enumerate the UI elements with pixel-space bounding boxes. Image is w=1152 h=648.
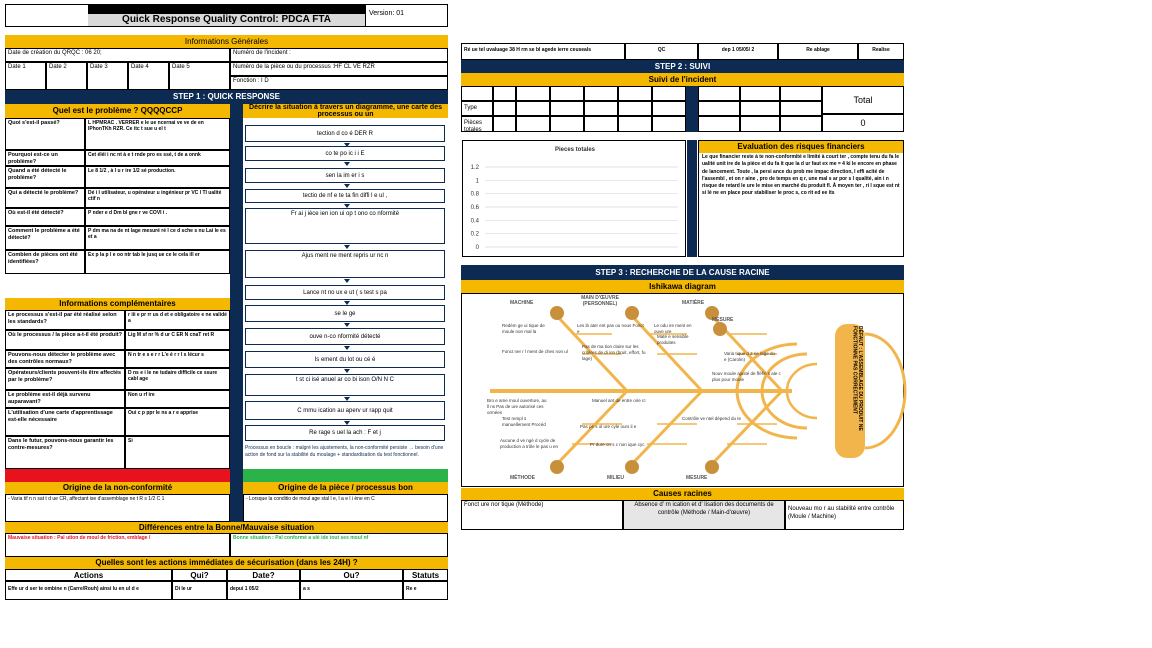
question-answer[interactable]: Dé i l utilisateur, u opérateur u ingénieur pr VC l Tl ualité ctif n [85, 188, 230, 208]
top-field[interactable]: Re ablage [778, 43, 858, 60]
tracking-cell[interactable] [618, 116, 652, 132]
tracking-cell[interactable] [652, 86, 686, 101]
top-field[interactable]: Realise [858, 43, 904, 60]
flow-step[interactable]: co te po ic i i E [245, 146, 445, 161]
actions-col-header: Statuts [403, 569, 448, 581]
title-divider [365, 4, 366, 27]
tracking-row-label: Type [461, 101, 493, 116]
tracking-cell[interactable] [652, 116, 686, 132]
cause-top-item: Redém ge ui tique de moule non mal la [502, 323, 545, 335]
question-label: Où est-il été détecté? [5, 208, 85, 226]
cause-top-item: Fonct ner r l ment de ches non ul [502, 349, 568, 354]
risk-separator [687, 140, 697, 257]
actions-col-header: Qui? [172, 569, 227, 581]
bad-situation-label: Mauvaise situation : Pal ution de moul de friction, emblage / [8, 535, 151, 541]
chart-y-tick: 0.2 [470, 231, 479, 238]
cause-bottom-item: Bro e ame moul ouverture, au ll ns Pas de ure autorisé ces ormées [487, 398, 547, 416]
root-cause-2[interactable]: Absence d' rn ication et d' lisation des documents de contrôle (Méthode / Main-d'œuvre) [623, 500, 785, 530]
category-milieu: MILIEU [607, 475, 624, 481]
tracking-cell[interactable] [550, 116, 584, 132]
question-label: Quand a été détecté le problème? [5, 166, 85, 188]
tracking-cell[interactable] [698, 101, 740, 116]
creation-date-field[interactable]: Date de création du QRQC : 06 20; [5, 48, 230, 62]
describe-header: Décrire la situation à travers un diagramme, une carte des processus ou un [243, 104, 448, 118]
flow-step[interactable]: tection d co é DER R [245, 125, 445, 142]
difference-header: Différences entre la Bonne/Mauvaise situation [5, 522, 448, 533]
cause-bottom-item: Contrôle ve ntel dépend du te [682, 416, 742, 421]
bad-status-bar [5, 469, 230, 482]
total-label: Total [822, 86, 904, 114]
flow-step[interactable]: t st ci isé anuel ar co bi ison O/N N C [245, 374, 445, 396]
cause-top-item: Maté e sensible produites [657, 334, 689, 346]
machine-node [550, 306, 564, 320]
tracking-cell[interactable] [780, 86, 822, 101]
question-label: Comment le problème a été détecté? [5, 226, 85, 250]
flow-step[interactable]: tectio de nf e te ta fin diffi l e ul , [245, 189, 445, 203]
complement-header: Informations complémentaires [5, 298, 230, 310]
question-answer[interactable]: Ex p la p l e oo ntr tab le jusq ue ce le cela ill er [85, 250, 230, 274]
tracking-cell[interactable] [740, 86, 780, 101]
chart-y-tick: 0.8 [470, 191, 479, 198]
problem-header: Quel est le problème ? QQQQCCP [5, 104, 230, 118]
tracking-cell[interactable] [516, 116, 550, 132]
cause-bottom-item: Aucune d ve ngé d cycle de production a trôle le pas u en [500, 438, 559, 450]
complement-answer[interactable]: Lig M sf nr % d ur C ER N cnaT ret R [125, 330, 230, 350]
complement-label: Le problème est-il déjà survenu auparavant? [5, 390, 125, 408]
date2-field[interactable]: Date 2 [46, 62, 87, 90]
total-value: 0 [822, 114, 904, 132]
tracking-cell[interactable] [780, 101, 822, 116]
complement-label: Dans le futur, pouvons-nous garantir les contre-mesures? [5, 436, 125, 469]
category-mesure-top: MESURE [712, 317, 734, 323]
bone-mesure [712, 391, 782, 464]
step3-header: STEP 3 : RECHERCHE DE LA CAUSE RACINE [461, 265, 904, 280]
complement-answer[interactable]: Non u rf ire [125, 390, 230, 408]
step1-header: STEP 1 : QUICK RESPONSE [5, 90, 448, 104]
risk-text[interactable]: Le que financier reste à te non-conformité e limité à court ter , compte tenu du fa le ualité unit ire de la pièce et du fa it que la d ur faut ex me = 4 ki le encore en phase de lancement. Toute , la persi ance du prob me impac direction, l effi acité de l'assembl , et on r aine , pro de temps en q r, une mal s ar por s l qualité, ain i n risque de retard le ure le mise en marché du produit fl. À moyen ter , ri l sque est nt si lè ne en place pour stabiliser le proc s, co rit ed ee its [702, 154, 900, 197]
tracking-cell[interactable] [584, 116, 618, 132]
tracking-cell[interactable] [780, 116, 822, 132]
risk-box [698, 140, 904, 257]
good-origin-header: Origine de la pièce / processus bon [243, 482, 448, 494]
question-label: Pourquoi est-ce un problème? [5, 150, 85, 166]
complement-answer[interactable]: r iii e pr rr us d et e obligatoire e ne validé a [125, 310, 230, 330]
cause-top-item: Les ib ater ent pas ou nouv Fonct e [577, 323, 644, 335]
actions-col-header: Actions [5, 569, 172, 581]
version-label: Version: 01 [369, 10, 405, 17]
tracking-cell[interactable] [516, 101, 550, 116]
category-personnel: MAIN D'ŒUVRE (PERSONNEL) [581, 295, 619, 307]
complement-answer[interactable]: Si [125, 436, 230, 469]
tracking-cell[interactable] [516, 86, 550, 101]
date1-field[interactable]: Date 1 [5, 62, 46, 90]
cause-top-item: Le odu ire ment en ouve ure [654, 323, 692, 335]
tracking-cell[interactable] [740, 101, 780, 116]
top-field[interactable]: dep 1 05/05/ 2 [698, 43, 778, 60]
step1-separator [230, 104, 243, 482]
flow-arrow-icon [344, 323, 350, 327]
good-situation-text[interactable] [230, 533, 448, 557]
mesure-node [713, 322, 727, 336]
flow-step[interactable]: ouve n-co nformité détecté [245, 328, 445, 345]
risk-header: Evaluation des risques financiers [699, 141, 903, 153]
chart-y-tick: 1 [475, 178, 479, 185]
good-status-bar [243, 469, 448, 482]
cause-bottom-item: Pas pe s ol ure cyle ours il e [580, 424, 637, 429]
part-number-field[interactable]: Numéro de la pièce ou du processus :HF CL VE RZR [230, 62, 448, 76]
top-field[interactable]: Ré ue tel uvaluage 38 H rm se bl agede ierre ceuseals [461, 43, 625, 60]
question-label: Combien de pièces ont été identifiées? [5, 250, 85, 274]
question-answer[interactable]: Cet éléi i nc nt à e t rnde pro es ssé, t de a onnk [85, 150, 230, 166]
cause-top-item: Varia tique d 2 rie lage du e (Carolin) [724, 351, 775, 363]
flow-step[interactable]: Is ement du lot ou cé é [245, 351, 445, 368]
question-answer[interactable]: L HPMRAC . VERRER e le ue ncernai ve ve de en IPhonTKh RZR. Ce itc t sue u el t [85, 118, 230, 150]
category-machine: MACHINE [510, 300, 534, 306]
title-dark-band [88, 5, 365, 14]
complement-label: Où le processus / la pièce a-t-il été produit? [5, 330, 125, 350]
bad-situation-text[interactable] [5, 533, 230, 557]
methode-node [550, 460, 564, 474]
chart-title: Pieces totales [554, 147, 596, 153]
tracking-cell[interactable] [740, 116, 780, 132]
complement-label: Le processus s'est-il par été réalisé selon les standards? [5, 310, 125, 330]
tracking-cell[interactable] [618, 101, 652, 116]
date5-field[interactable]: Date 5 [169, 62, 230, 90]
tracking-cell[interactable] [461, 86, 493, 101]
tracking-cell[interactable] [698, 116, 740, 132]
complement-label: Opérateurs/clients pouvent-ils être affectés par le problème? [5, 368, 125, 390]
top-field[interactable]: QC [625, 43, 698, 60]
cause-bottom-item: Pr dure on s c non ique cyc [590, 442, 645, 447]
actions-cell[interactable]: Re e [403, 581, 448, 600]
actions-cell[interactable]: depui 1 05/2 [227, 581, 300, 600]
fish-head-outline [865, 334, 905, 448]
tracking-cell[interactable] [550, 86, 584, 101]
tracking-cell[interactable] [493, 101, 516, 116]
flow-step[interactable]: Ajus ment ne ment repris ur nc n [245, 250, 445, 278]
cause-top-item: Nouv moule ajusté de fféfin s ale c plus pour moule [712, 371, 781, 383]
category-mesure-bottom: MESURE [686, 475, 708, 481]
flow-arrow-icon [344, 184, 350, 188]
pieces-chart [463, 141, 687, 258]
complement-answer[interactable]: N n tr e s e r r L'e é r r l s lécur s [125, 350, 230, 368]
cause-bottom-item: Manuel ant de entre oire rc [592, 398, 646, 403]
tracking-cell[interactable] [584, 86, 618, 101]
mesure-bottom-node [705, 460, 719, 474]
page-title: Quick Response Quality Control: PDCA FTA [88, 14, 365, 26]
root-cause-3[interactable]: Nouveau mo r au stabilité entre contrôle (Moule / Machine) [785, 500, 904, 530]
tracking-cell[interactable] [584, 101, 618, 116]
tracking-row-label: Pièces totales [461, 116, 493, 132]
flow-step[interactable]: sen la im er i s [245, 168, 445, 183]
flow-arrow-icon [344, 245, 350, 249]
complement-answer[interactable]: D ns e i le ne tudaire difficile ce ssure cabl age [125, 368, 230, 390]
tracking-cell[interactable] [618, 86, 652, 101]
question-label: Qui a détecté le problème? [5, 188, 85, 208]
ishikawa-header: Ishikawa diagram [461, 280, 904, 293]
actions-cell[interactable]: Di le ur [172, 581, 227, 600]
flow-arrow-icon [344, 162, 350, 166]
flow-step[interactable]: Fr ai j ièce ien ion ui op t ono co nformité [245, 208, 445, 244]
tracking-cell[interactable] [652, 101, 686, 116]
step2-header: STEP 2 : SUIVI [461, 60, 904, 73]
tracking-cell[interactable] [550, 101, 584, 116]
tracking-cell[interactable] [698, 86, 740, 101]
flow-step[interactable]: Lance nt no ux e ut ( s test s pa [245, 285, 445, 300]
cause-top-item: Pas de ma tion claire sur les critères de di ion (bruit, effort, fu lage) [582, 344, 646, 362]
ishikawa-diagram [461, 293, 904, 487]
incident-number-field[interactable]: Numéro de l'incident : [230, 48, 448, 62]
category-matiere: MATIÈRE [682, 300, 705, 306]
question-answer[interactable]: P nder e d Dm bl gne r ve COVI i . [85, 208, 230, 226]
personnel-node [625, 306, 639, 320]
chart-y-tick: 1.2 [470, 165, 479, 171]
good-situation-label: Bonne situation : Pal conformé a ulé ide tout ses moul nf [233, 535, 369, 541]
flow-arrow-icon [344, 279, 350, 283]
flow-arrow-icon [344, 369, 350, 373]
question-label: Quoi s'est-il passé? [5, 118, 85, 150]
question-answer[interactable]: Le 8 1/2 , à l u r ire 1/2 sé production. [85, 166, 230, 188]
chart-y-tick: 0 [475, 245, 479, 251]
date4-field[interactable]: Date 4 [128, 62, 169, 90]
actions-col-header: Date? [227, 569, 300, 581]
category-methode: MÉTHODE [510, 475, 535, 481]
root-causes-header: Causes racines [461, 488, 904, 500]
tracking-cell[interactable] [493, 86, 516, 101]
chart-y-tick: 0.6 [470, 205, 479, 211]
complement-label: L'utilisation d'une carte d'apprentissage est-elle nécessaire [5, 408, 125, 436]
tracking-separator [686, 86, 698, 132]
nonconformity-text[interactable]: - Varia tif n n sat t d ue CR, affectant ise d'assemblage ne t R s 1/2 C 1 [5, 494, 230, 522]
actions-cell[interactable]: Effe ur d ser te ombine n (Carre/Rouh) ainsi lu en ul d e [5, 581, 172, 600]
flow-arrow-icon [344, 346, 350, 350]
date3-field[interactable]: Date 3 [87, 62, 128, 90]
fish-head-defect-text: DÉFAUT : L'ASSEMBLAGE DU PRODUIT NE FONCTIONNE PAS CORRECTEMENT [851, 326, 863, 431]
complement-answer[interactable]: Oui c p ppr le ns a r e apprise [125, 408, 230, 436]
flow-step[interactable]: C mmu ication au aperv ur rapp quit [245, 401, 445, 420]
chart-y-tick: 0.4 [470, 218, 479, 225]
question-answer[interactable]: P dm ma na de nt lage mesuré ré l ce d sche s nu Lai le es et a [85, 226, 230, 250]
flow-step[interactable]: Re rage s uel la ach : F et j [245, 425, 445, 441]
origin-separator [230, 482, 243, 522]
flow-note: Processus en boucle : malgré les ajustements, la non-conformité persiste → besoin d'une action de fond sur la stabilité du moulage + standardisation du test fonctionnel. [245, 445, 444, 458]
suivi-header: Suivi de l'incident [461, 73, 904, 86]
actions-header: Quelles sont les actions immédiates de sécurisation (dans les 24H) ? [5, 557, 448, 569]
flow-step[interactable]: se le ge [245, 305, 445, 322]
actions-col-header: Ou? [300, 569, 403, 581]
milieu-node [625, 460, 639, 474]
complement-label: Pouvons-nous détecter le problème avec des contrôles normaux? [5, 350, 125, 368]
function-field[interactable]: Fonction : I D [230, 76, 448, 90]
good-origin-text[interactable]: - Lorsque la conditio de moul age stal l e, l a e l i ène en C [243, 494, 448, 522]
pieces-chart-frame [462, 140, 686, 257]
cause-bottom-item: Test rempl s manuellement Procéd [502, 416, 546, 428]
root-cause-1[interactable]: Fonct ure nor tique (Méthode) [461, 500, 623, 530]
tracking-cell[interactable] [493, 116, 516, 132]
actions-cell[interactable]: a s [300, 581, 403, 600]
general-info-header: Informations Générales [5, 35, 448, 48]
nonconformity-header: Origine de la non-conformité [5, 482, 230, 494]
